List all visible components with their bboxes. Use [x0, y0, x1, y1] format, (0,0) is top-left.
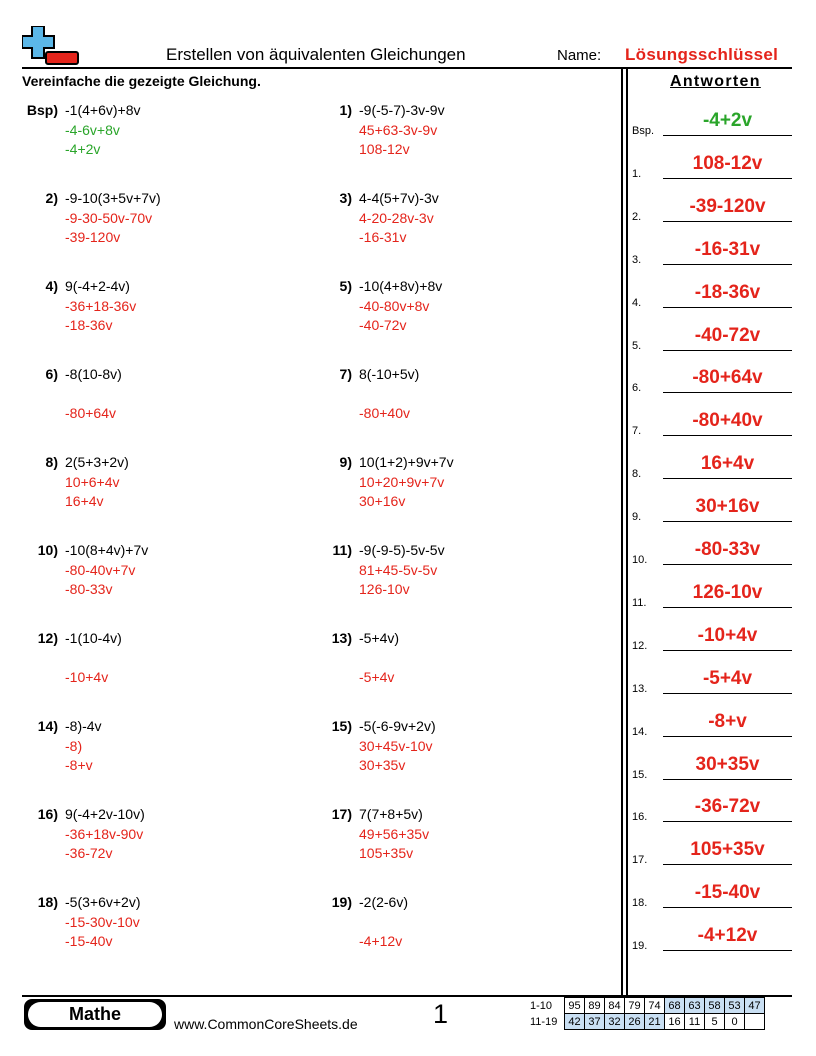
answer-line — [663, 350, 792, 351]
answer-number: 9. — [632, 511, 642, 524]
answer-line — [663, 435, 792, 436]
answer-row — [632, 751, 792, 781]
problem-answer: -18-36v — [65, 317, 113, 333]
problem-number: 17) — [331, 806, 352, 822]
score-cell: 26 — [625, 1014, 645, 1030]
answer-value: -15-40v — [694, 882, 761, 904]
problem-item — [37, 629, 122, 688]
problem-number: 9) — [339, 454, 352, 470]
answer-value: -16-31v — [694, 238, 761, 260]
problem-equation: 9(-4+2-4v) — [65, 278, 130, 294]
problem-step — [65, 385, 122, 405]
problem-number: 3) — [339, 190, 352, 206]
problem-number: 11) — [332, 542, 352, 558]
answer-row — [632, 279, 792, 309]
problem-item — [339, 453, 454, 512]
answer-value: -4+12v — [697, 925, 758, 947]
problem-answer: -10+4v — [65, 669, 109, 685]
score-cell: 16 — [665, 1014, 685, 1030]
problem-step: 30+45v-10v — [359, 737, 433, 754]
problem-step: 45+63-3v-9v — [359, 121, 438, 138]
problem-equation: -9(-9-5)-5v-5v — [359, 542, 445, 558]
answer-number: 14. — [632, 725, 648, 738]
answer-row — [632, 407, 792, 437]
answer-value: -80+40v — [692, 410, 763, 432]
answer-row — [632, 708, 792, 738]
page-number: 1 — [433, 999, 449, 1029]
page-title: Erstellen von äquivalenten Gleichungen — [166, 45, 466, 64]
problem-equation: 2(5+3+2v) — [65, 454, 129, 470]
answer-row — [632, 879, 792, 909]
answer-line — [663, 392, 792, 393]
problem-item — [332, 541, 445, 600]
answer-row — [632, 364, 792, 394]
score-cell: 79 — [625, 998, 645, 1014]
answer-value: 16+4v — [700, 453, 755, 475]
problem-item — [45, 189, 161, 248]
answer-number: 11. — [632, 596, 647, 609]
problem-number: 2) — [45, 190, 58, 206]
answer-value: -40-72v — [694, 324, 761, 346]
problem-item — [26, 101, 141, 160]
problem-equation: 7(7+8+5v) — [359, 806, 423, 822]
answer-number: 5. — [632, 339, 642, 352]
problem-answer: 16+4v — [65, 493, 104, 509]
answer-line — [663, 135, 792, 136]
answer-line — [663, 521, 792, 522]
problem-item — [331, 717, 436, 776]
answer-line — [663, 693, 792, 694]
problem-answer: -4+12v — [359, 933, 403, 949]
problem-item — [45, 453, 129, 512]
answer-number: 13. — [632, 682, 648, 695]
score-cell: 68 — [665, 998, 685, 1014]
answer-line — [663, 650, 792, 651]
answer-column-divider — [621, 68, 623, 997]
score-range-labels — [530, 998, 557, 1030]
problem-step — [359, 913, 408, 933]
score-row — [565, 998, 765, 1014]
problem-step: -8) — [65, 737, 83, 754]
problem-step: -36+18v-90v — [65, 825, 144, 842]
problem-equation: -10(4+8v)+8v — [359, 278, 443, 294]
answer-row — [632, 107, 792, 137]
problem-equation: 10(1+2)+9v+7v — [359, 454, 454, 470]
score-cell: 47 — [745, 998, 765, 1014]
problem-step — [359, 649, 399, 669]
problem-equation: -9-10(3+5v+7v) — [65, 190, 161, 206]
problem-step: -15-30v-10v — [65, 913, 140, 930]
answer-number: 18. — [632, 897, 648, 910]
problem-item — [45, 365, 122, 424]
score-cell: 21 — [645, 1014, 665, 1030]
answer-line — [663, 907, 792, 908]
problem-item — [339, 277, 443, 336]
score-cell — [745, 1014, 765, 1030]
problem-item — [45, 277, 137, 336]
problem-item — [339, 365, 420, 424]
score-cell: 95 — [565, 998, 585, 1014]
answer-number: 16. — [632, 811, 648, 824]
answer-line — [663, 178, 792, 179]
score-cell: 53 — [725, 998, 745, 1014]
problem-item — [339, 189, 439, 248]
answer-value: -80-33v — [694, 539, 761, 560]
answer-line — [663, 264, 792, 265]
subject-badge — [24, 999, 166, 1030]
name-label: Name: — [557, 47, 602, 64]
answer-line — [663, 564, 792, 565]
problem-answer: -80+40v — [359, 405, 410, 421]
answer-number: 1. — [632, 167, 642, 180]
answer-number: 3. — [632, 253, 642, 266]
problem-equation: -1(10-4v) — [65, 630, 122, 646]
problem-step — [359, 385, 419, 405]
problem-item — [331, 805, 430, 864]
answer-row — [632, 836, 792, 866]
problem-equation: -9(-5-7)-3v-9v — [359, 102, 445, 118]
score-cell: 63 — [685, 998, 705, 1014]
website-text: www.CommonCoreSheets.de — [174, 1016, 358, 1032]
problem-equation: -5(-6-9v+2v) — [359, 718, 436, 734]
problem-answer: -40-72v — [359, 317, 407, 333]
problem-answer: 30+35v — [359, 757, 406, 773]
problem-item — [339, 101, 445, 160]
answer-row — [632, 450, 792, 480]
answer-value: -18-36v — [694, 281, 761, 303]
answer-line — [663, 736, 792, 737]
answer-line — [663, 950, 792, 951]
problem-number: 14) — [37, 718, 58, 734]
logo-plus-minus-icon — [22, 26, 80, 68]
answer-number: Bsp. — [632, 125, 655, 137]
problem-number: 15) — [331, 718, 352, 734]
answer-row — [632, 579, 792, 609]
answers-heading: Antworten — [670, 73, 761, 90]
problem-number: 12) — [37, 630, 58, 646]
answer-line — [663, 779, 792, 780]
problem-answer: -15-40v — [65, 933, 113, 949]
problem-item — [37, 893, 141, 952]
problem-answer: -16-31v — [359, 229, 407, 245]
answer-number: 2. — [632, 210, 642, 223]
score-range-label: 1-10 — [530, 1000, 553, 1012]
problem-answer: -80+64v — [65, 405, 116, 421]
problem-equation: -10(8+4v)+7v — [65, 542, 149, 558]
answer-value: -8+v — [708, 710, 747, 732]
score-cell: 74 — [645, 998, 665, 1014]
answer-value: 105+35v — [690, 839, 765, 861]
answer-row — [632, 493, 792, 523]
problem-equation: -5(3+6v+2v) — [65, 894, 141, 910]
problem-step — [65, 649, 122, 669]
problem-answer: -80-33v — [65, 581, 113, 597]
answer-number: 17. — [632, 854, 648, 867]
answer-value: -10+4v — [697, 624, 758, 646]
problem-item — [37, 805, 145, 864]
answer-value: -4+2v — [702, 110, 753, 131]
problem-equation: -8(10-8v) — [65, 366, 122, 382]
problem-item — [37, 541, 149, 600]
answer-value: -39-120v — [689, 195, 766, 217]
problem-number: 8) — [45, 454, 58, 470]
problem-item — [37, 717, 102, 776]
problem-step: -40-80v+8v — [359, 297, 430, 314]
answer-line — [663, 864, 792, 865]
score-cell: 42 — [565, 1014, 585, 1030]
problem-number: 7) — [339, 366, 352, 382]
answer-row — [632, 150, 792, 180]
score-cell: 0 — [725, 1014, 745, 1030]
problem-answer: -5+4v — [359, 669, 395, 685]
answer-row — [632, 665, 792, 695]
answer-column-divider — [626, 68, 628, 997]
score-cell: 37 — [585, 1014, 605, 1030]
score-cell: 84 — [605, 998, 625, 1014]
problem-number: 16) — [37, 806, 58, 822]
answer-number: 12. — [632, 639, 648, 652]
problem-step: -4-6v+8v — [65, 121, 120, 138]
problem-answer: 108-12v — [359, 141, 410, 157]
problem-number: 1) — [339, 102, 352, 118]
answer-value: -80+64v — [692, 367, 763, 389]
score-table — [564, 997, 765, 1030]
answer-row — [632, 793, 792, 823]
problem-step: 49+56+35v — [359, 825, 430, 842]
header-divider — [22, 67, 792, 69]
problem-equation: 4-4(5+7v)-3v — [359, 190, 439, 206]
answer-row — [632, 193, 792, 223]
answer-line — [663, 478, 792, 479]
answer-number: 8. — [632, 468, 642, 481]
problem-number: 10) — [37, 542, 58, 558]
answer-number: 19. — [632, 940, 648, 953]
problem-step: 4-20-28v-3v — [359, 209, 434, 226]
problem-number: 19) — [331, 894, 352, 910]
problem-item — [331, 893, 409, 952]
problem-step: 10+20+9v+7v — [359, 473, 445, 490]
answer-value: -36-72v — [694, 796, 761, 818]
answer-row — [632, 536, 792, 566]
problem-step: 10+6+4v — [65, 473, 120, 490]
answer-row — [632, 922, 792, 952]
instruction-text: Vereinfache die gezeigte Gleichung. — [22, 73, 261, 89]
score-cell: 11 — [685, 1014, 705, 1030]
answer-line — [663, 821, 792, 822]
answer-key-label: Lösungsschlüssel — [625, 45, 779, 64]
problem-answer: -4+2v — [65, 141, 101, 157]
answer-number: 15. — [632, 768, 648, 781]
problem-equation: 8(-10+5v) — [359, 366, 420, 382]
answer-number: 7. — [632, 425, 642, 438]
answer-row — [632, 322, 792, 352]
problem-number: 6) — [45, 366, 58, 382]
problem-number: 13) — [331, 630, 352, 646]
problem-step: -9-30-50v-70v — [65, 209, 153, 226]
problem-number: 4) — [45, 278, 58, 294]
problem-answer: -39-120v — [65, 229, 121, 245]
score-cell: 5 — [705, 1014, 725, 1030]
answer-number: 10. — [632, 554, 648, 566]
problem-item — [331, 629, 400, 688]
answer-value: -5+4v — [702, 667, 753, 689]
score-row — [565, 1014, 765, 1030]
problem-answer: 30+16v — [359, 493, 406, 509]
problem-equation: -1(4+6v)+8v — [65, 102, 141, 118]
answer-line — [663, 607, 792, 608]
answer-value: 30+16v — [695, 496, 760, 518]
problem-step: -36+18-36v — [65, 297, 137, 314]
answer-line — [663, 221, 792, 222]
problem-number: 18) — [37, 894, 58, 910]
answer-value: 30+35v — [695, 753, 760, 775]
answer-number: 6. — [632, 382, 642, 395]
problem-equation: 9(-4+2v-10v) — [65, 806, 145, 822]
answer-value: 108-12v — [692, 152, 763, 174]
answer-value: 126-10v — [692, 581, 763, 603]
score-cell: 58 — [705, 998, 725, 1014]
answer-line — [663, 307, 792, 308]
problem-answer: -8+v — [65, 757, 93, 773]
score-cell: 89 — [585, 998, 605, 1014]
answer-number: 4. — [632, 296, 642, 309]
problem-answer: -36-72v — [65, 845, 113, 861]
problem-answer: 126-10v — [359, 581, 410, 597]
answer-row — [632, 622, 792, 652]
score-cell: 32 — [605, 1014, 625, 1030]
problem-equation: -8)-4v — [65, 718, 102, 734]
score-range-label: 11-19 — [530, 1016, 558, 1028]
problem-step: 81+45-5v-5v — [359, 561, 438, 578]
problem-number: Bsp) — [26, 102, 58, 118]
problem-equation: -5+4v) — [359, 630, 400, 646]
problem-equation: -2(2-6v) — [359, 894, 409, 910]
problem-answer: 105+35v — [359, 845, 414, 861]
subject-label: Mathe — [28, 1002, 162, 1027]
problem-step: -80-40v+7v — [65, 561, 136, 578]
answer-row — [632, 236, 792, 266]
problem-number: 5) — [339, 278, 352, 294]
